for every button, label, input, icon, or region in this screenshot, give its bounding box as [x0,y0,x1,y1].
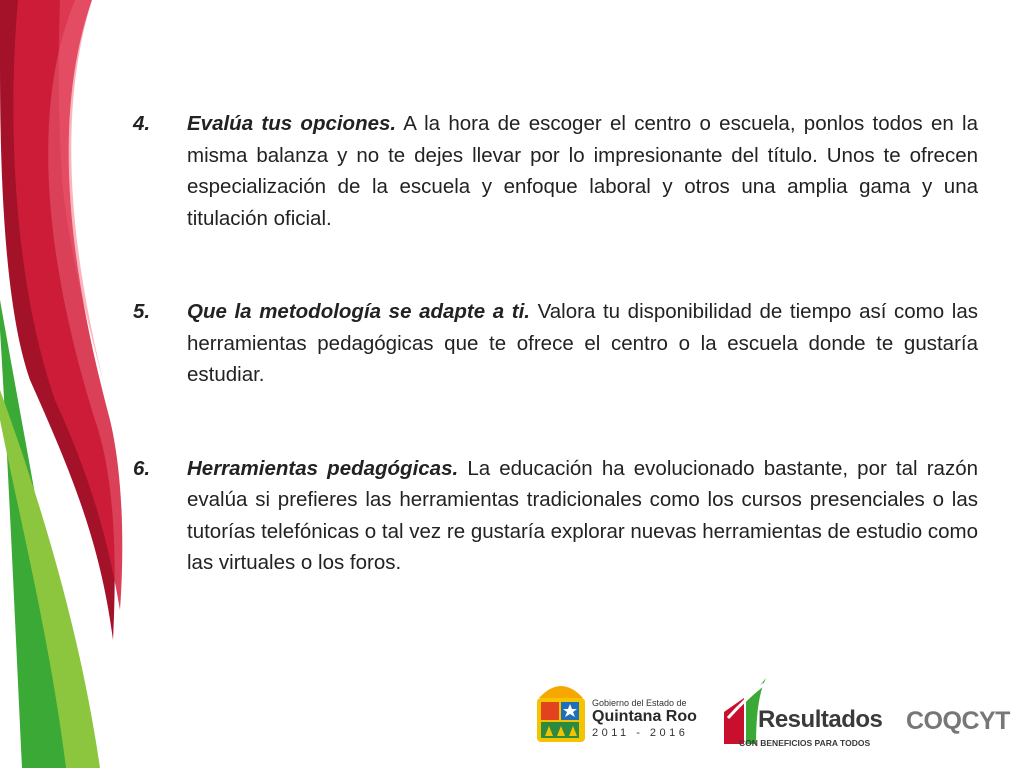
item-text [187,108,978,234]
item-text [187,453,978,579]
item-lead: Herramientas pedagógicas. [187,456,459,480]
list-item [133,108,978,234]
item-number: 6. [133,456,151,480]
item-lead: Que la metodología se adapte a ti. [187,300,530,323]
resultados-logo-word: Resultados [758,706,883,733]
coqcyt-logo: COQCYT [906,707,1010,735]
item-text [187,296,978,391]
resultados-logo-tagline: CON BENEFICIOS PARA TODOS [739,738,871,748]
item-number: 4. [133,112,151,135]
item-body: A la hora de escoger el centro o escuela, ponlos todos en la misma balanza y no te dejes llevar por lo impresionante del título. Unos te ofrecen especialización de la escuela y enfoque laboral y otros una amplia gama y una titulación oficial. [187,112,978,230]
qroo-gobierno-label: Gobierno del Estado de [592,698,687,708]
item-body: Valora tu disponibilidad de tiempo así como las herramientas pedagógicas que te ofrece el centro o la escuela donde te gustaría estudiar. [187,300,978,386]
qroo-name-label: Quintana Roo [592,708,697,725]
content-list [133,108,978,579]
item-number: 5. [133,300,151,323]
quintana-roo-logo-text [592,698,697,740]
quintana-roo-seal-icon [533,676,589,746]
list-item [133,296,978,391]
item-body: La educación ha evolucionado bastante, por tal razón evalúa si prefieres las herramientas tradicionales como los cursos presenciales o las tutorías telefónicas o tal vez re gustaría explorar nuevas herramientas de estudio como las virtuales o los foros. [187,456,978,574]
item-lead: Evalúa tus opciones. [187,112,397,135]
list-item [133,453,978,579]
qroo-years-label: 2011 - 2016 [592,727,689,739]
